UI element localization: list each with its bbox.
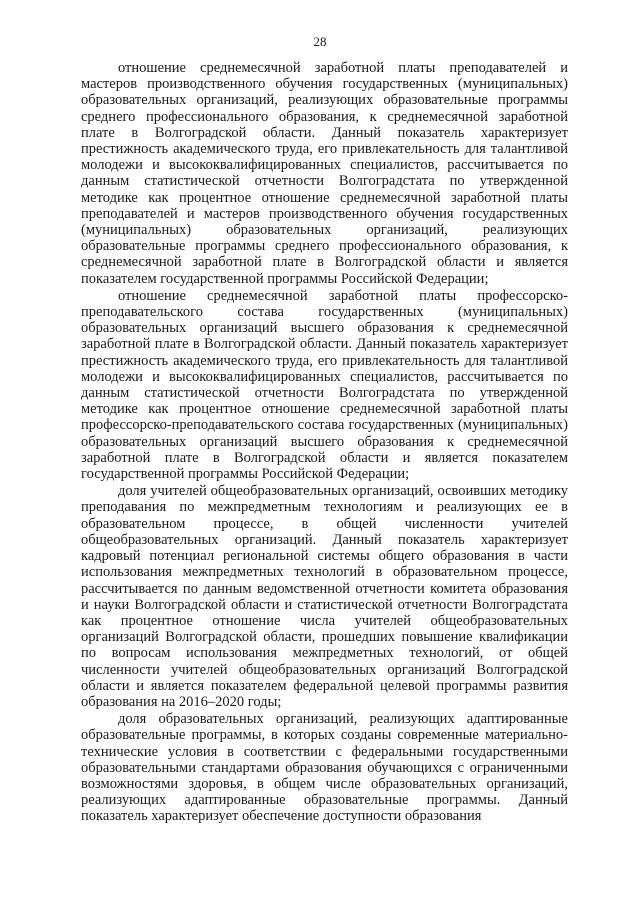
document-body — [81, 60, 568, 825]
paragraph-teacher-salary-ratio: отношение среднемесячной заработной платы преподавателей и мастеров производственного обучения государственных (муниципальных) образовательных организаций, реализующих образовательные программы среднего профессионального образования, к среднемесячной заработной плате в Волгоградской области. Данный показатель характеризует престижность академического труда, его привлекательность для талантливой молодежи и высококвалифицированных специалистов, рассчитывается по данным статистической отчетности Волгоградстата по утвержденной методике как процентное отношение среднемесячной заработной платы преподавателей и мастеров производственного обучения государственных (муниципальных) образовательных организаций, реализующих образовательные программы среднего профессионального образования, к среднемесячной заработной плате в Волгоградской области и является показателем государственной программы Российской Федерации; — [81, 60, 568, 287]
paragraph-adapted-programs-share: доля образовательных организаций, реализующих адаптированные образовательные программы, в которых созданы современные материально-технические условия в соответствии с федеральными государственными образовательными стандартами образования обучающихся с ограниченными возможностями здоровья, в общем числе образовательных организаций, реализующих адаптированные образовательные программы. Данный показатель характеризует обеспечение доступности образования — [81, 711, 568, 825]
page-number: 28 — [313, 34, 327, 49]
paragraph-interdisciplinary-teachers-share: доля учителей общеобразовательных организаций, освоивших методику преподавания по межпредметным технологиям и реализующих ее в образовательном процессе, в общей численности учителей общеобразовательных организаций. Данный показатель характеризует кадровый потенциал региональной системы общего образования в части использования межпредметных технологий в образовательном процессе, рассчитывается по данным ведомственной отчетности комитета образования и науки Волгоградской области и статистической отчетности Волгоградстата как процентное отношение числа учителей общеобразовательных организаций Волгоградской области, прошедших повышение квалификации по вопросам использования межпредметных технологий, от общей численности учителей общеобразовательных организаций Волгоградской области и является показателем федеральной целевой программы развития образования на 2016–2020 годы; — [81, 483, 568, 710]
paragraph-professor-salary-ratio: отношение среднемесячной заработной платы профессорско-преподавательского состава государственных (муниципальных) образовательных организаций высшего образования к среднемесячной заработной плате в Волгоградской области. Данный показатель характеризует престижность академического труда, его привлекательность для талантливой молодежи и высококвалифицированных специалистов, рассчитывается по данным статистической отчетности Волгоградстата по утвержденной методике как процентное отношение среднемесячной заработной платы профессорско-преподавательского состава государственных (муниципальных) образовательных организаций высшего образования к среднемесячной заработной плате в Волгоградской области и является показателем государственной программы Российской Федерации; — [81, 287, 568, 483]
